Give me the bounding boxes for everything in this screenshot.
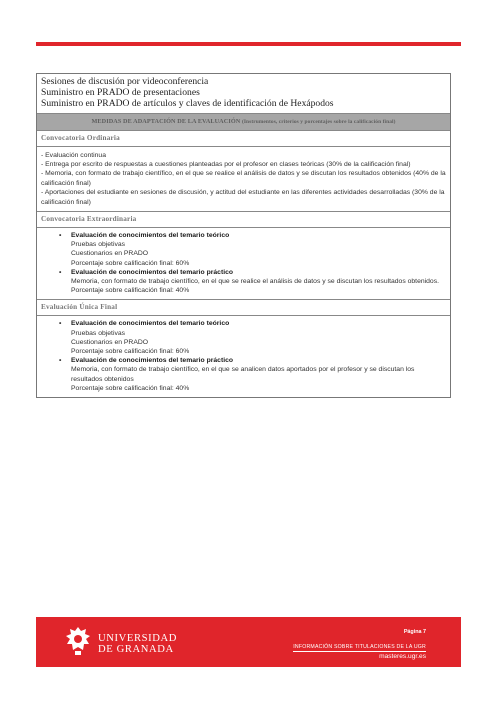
resource-line: Suministro en PRADO de artículos y claves de identificación de Hexápodos — [41, 98, 334, 110]
list-item — [41, 356, 446, 393]
item-line: Memoria, con formato de trabajo científico, en el que se realice el análisis de datos y se discutan los resultados obtenidos. — [71, 278, 439, 286]
item-line: Porcentaje sobre calificación final: 60% — [71, 348, 190, 356]
top-red-rule — [36, 42, 461, 46]
bullet-icon: • — [59, 320, 62, 328]
item-title: Evaluación de conocimientos del temario teórico — [71, 232, 230, 240]
university-name — [98, 633, 177, 655]
bullet-icon: • — [59, 357, 62, 365]
unica-body — [37, 316, 450, 397]
ordinaria-line: - Entrega por escrito de respuestas a cuestiones planteadas por el profesor en clases teóricas (30% de la calificación final) — [41, 161, 411, 169]
page-number: Página 7 — [403, 629, 426, 635]
item-line: Cuestionarios en PRADO — [71, 338, 149, 346]
page-footer — [36, 617, 461, 667]
university-line-2: DE GRANADA — [98, 644, 174, 655]
extraordinaria-body — [37, 228, 450, 300]
extraordinaria-title: Convocatoria Extraordinaria — [37, 212, 450, 228]
list-item — [41, 268, 446, 296]
ordinaria-line: - Evaluación continua — [41, 151, 106, 159]
adaptation-band — [37, 114, 450, 131]
item-line: Pruebas objetivas — [71, 329, 126, 337]
ordinaria-line: - Aportaciones del estudiante en sesiones de discusión, y actitud del estudiante en las diferentes actividades desarrolladas (30% de la calificación final) — [41, 189, 445, 206]
university-crest-icon — [64, 625, 92, 657]
item-title: Evaluación de conocimientos del temario teórico — [71, 320, 230, 328]
ordinaria-line: - Memoria, con formato de trabajo científico, en el que se realice el análisis de datos y se discutan los resultados obtenidos (40% de la calificación final) — [41, 170, 446, 187]
bullet-icon: • — [59, 232, 62, 240]
band-title: MEDIDAS DE ADAPTACIÓN DE LA EVALUACIÓN — [91, 117, 241, 125]
resource-line: Suministro en PRADO de presentaciones — [41, 87, 200, 99]
ordinaria-body — [37, 147, 450, 212]
footer-info-link[interactable]: INFORMACIÓN SOBRE TITULACIONES DE LA UGR — [293, 644, 426, 650]
band-subtitle: (Instrumentos, criterios y porcentajes sobre la calificación final) — [241, 118, 396, 125]
bullet-icon: • — [59, 268, 62, 276]
evaluation-table — [36, 73, 451, 398]
university-line-1: UNIVERSIDAD — [98, 633, 177, 644]
item-line: Porcentaje sobre calificación final: 40% — [71, 384, 190, 392]
list-item — [41, 231, 446, 268]
footer-site-link[interactable]: masteres.ugr.es — [379, 653, 426, 660]
item-line: Pruebas objetivas — [71, 241, 126, 249]
resource-line: Sesiones de discusión por videoconferencia — [41, 76, 209, 87]
item-line: Porcentaje sobre calificación final: 40% — [71, 287, 190, 295]
resources-block — [37, 74, 450, 114]
item-line: Cuestionarios en PRADO — [71, 250, 149, 258]
unica-title: Evaluación Única Final — [37, 300, 450, 316]
item-title: Evaluación de conocimientos del temario práctico — [71, 357, 234, 365]
item-line: Porcentaje sobre calificación final: 60% — [71, 259, 190, 267]
item-title: Evaluación de conocimientos del temario práctico — [71, 268, 234, 276]
list-item — [41, 319, 446, 356]
item-line: Memoria, con formato de trabajo científico, en el que se analicen datos aportados por el profesor y se discutan los resultados obtenidos — [71, 366, 415, 383]
ordinaria-title: Convocatoria Ordinaria — [37, 131, 450, 147]
